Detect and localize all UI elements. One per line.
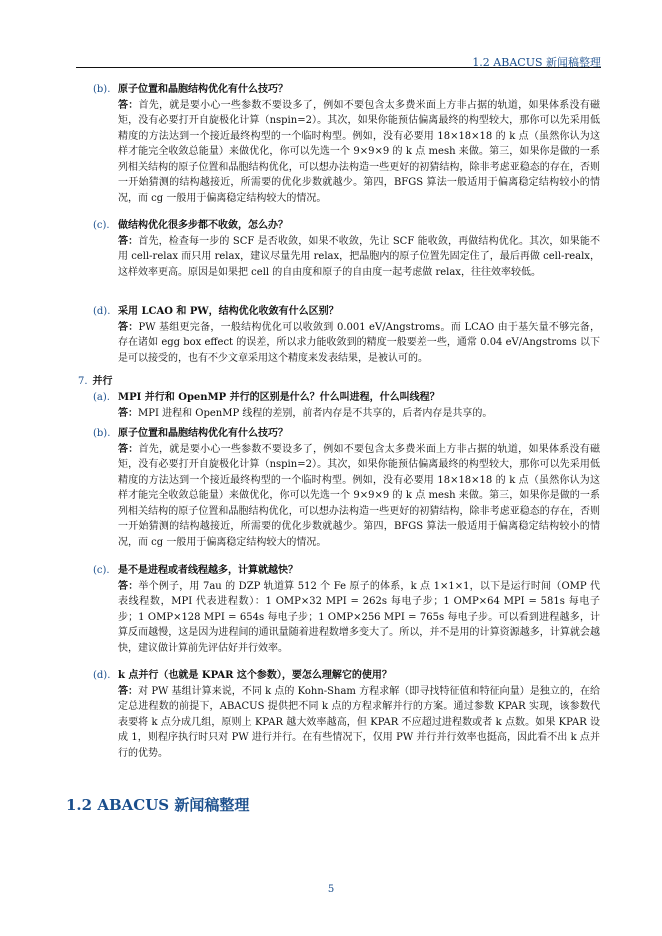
answer-lead: 答： (118, 321, 139, 333)
answer-lead: 答： (118, 443, 139, 455)
answer-body: 举个例子，用 7au 的 DZP 轨道算 512 个 Fe 原子的体系，k 点 1×1×1，以下是运行时间（OMP 代表线程数，MPI 代表进程数）：1 OMP×32 MPI = 262s 每电子步；1 OMP×64 MPI = 581s 每电子步；1 OMP×128 MPI = 654s 每电子步；1 OMP×256 MPI = 765s 每电子步。可以看到进程越多，计算反而越慢，这是因为进程间的通讯量随着进程数增多变大了。所以，并不是用的计算资源越多，计算就会越快，建议做计算前先评估好并行效率。 (118, 580, 600, 654)
section-heading: 1.2 ABACUS 新闻稿整理 (66, 796, 250, 814)
item-label: (d). (93, 306, 111, 317)
item-label: (c). (93, 220, 110, 231)
answer-body: 首先，检查每一步的 SCF 是否收敛，如果不收敛，先让 SCF 能收敛，再做结构优化。其次，如果能不用 cell-relax 而只用 relax，建议尽量先用 relax，把晶胞内的原子位置先固定住了，最后再做 cell-realx，这样效率更高。原因是如果把 cell 的自由度和原子的自由度一起考虑做 relax，往往效率较低。 (118, 235, 600, 278)
running-header (76, 51, 601, 68)
qa-item (118, 390, 600, 421)
item-label: (a). (93, 392, 110, 403)
question-title: 是不是进程或者线程越多，计算就越快？ (118, 565, 298, 576)
answer-lead: 答： (118, 685, 139, 697)
answer-lead: 答： (118, 407, 138, 419)
answer-text (118, 442, 600, 551)
answer-text (118, 98, 600, 207)
qa-item (118, 218, 600, 280)
answer-text (118, 684, 600, 762)
answer-body: 首先，就是要小心一些参数不要设多了，例如不要包含太多费米面上方非占据的轨道，如果体系没有磁矩，没有必要打开自旋极化计算（nspin=2）。其次，如果你能预估偏离最终的构型较大，那你可以先采用低精度的方法达到一个接近最终构型的一个临时构型。例如，没有必要用 18×18×18 的 k 点（虽然你认为这样才能完全收敛总能量）来做优化，你可以先选一个 9×9×9 的 k 点 mesh 来做。第三，如果你是做的一系列相关结构的原子位置和晶胞结构优化，可以想办法构造一些更好的初猜结构，除非考虑亚稳态的存在，否则一开始猜测的结构越接近，所需要的优化步数就越少。第四，BFGS 算法一般适用于偏离稳定结构较小的情况，而 cg 一般用于偏离稳定结构较大的情况。 (118, 99, 601, 204)
answer-body: PW 基组更完备，一般结构优化可以收敛到 0.001 eV/Angstroms。而 LCAO 由于基矢量不够完备，存在诸如 egg box effect 的误差，所以求力能收敛到的精度一般要差一些，通常 0.04 eV/Angstroms 以下是可以接受的，也有不少文章采用这个精度来发表结果，是被认可的。 (118, 321, 600, 364)
question-title: 做结构优化很多步都不收敛，怎么办？ (118, 220, 288, 231)
item-label: (b). (93, 428, 111, 439)
answer-body: MPI 进程和 OpenMP 线程的差别，前者内存是不共享的，后者内存是共享的。 (138, 407, 493, 419)
qa-item (118, 304, 600, 366)
section-7-heading (78, 374, 113, 390)
question-title: 原子位置和晶胞结构优化有什么技巧？ (118, 428, 288, 439)
section-number: 7. (78, 376, 88, 387)
qa-item (118, 563, 600, 656)
qa-item (118, 426, 600, 550)
question-title: k 点并行（也就是 KPAR 这个参数），要怎么理解它的使用？ (118, 670, 392, 681)
item-label: (c). (93, 565, 110, 576)
section-title: 并行 (92, 376, 113, 387)
question-title: MPI 并行和 OpenMP 并行的区别是什么？什么叫进程，什么叫线程？ (118, 392, 440, 403)
page-number: 5 (327, 884, 335, 895)
answer-lead: 答： (118, 99, 139, 111)
answer-lead: 答： (118, 580, 139, 592)
answer-text (118, 579, 600, 657)
question-title: 原子位置和晶胞结构优化有什么技巧？ (118, 84, 288, 95)
answer-text (118, 320, 600, 367)
answer-body: 首先，就是要小心一些参数不要设多了，例如不要包含太多费米面上方非占据的轨道，如果体系没有磁矩，没有必要打开自旋极化计算（nspin=2）。其次，如果你能预估偏离最终的构型较大，那你可以先采用低精度的方法达到一个接近最终构型的一个临时构型。例如，没有必要用 18×18×18 的 k 点（虽然你认为这样才能完全收敛总能量）来做优化，你可以先选一个 9×9×9 的 k 点 mesh 来做。第三，如果你是做的一系列相关结构的原子位置和晶胞结构优化，可以想办法构造一些更好的初猜结构，除非考虑亚稳态的存在，否则一开始猜测的结构越接近，所需要的优化步数就越少。第四，BFGS 算法一般适用于偏离稳定结构较小的情况，而 cg 一般用于偏离稳定结构较大的情况。 (118, 443, 601, 548)
question-title: 采用 LCAO 和 PW，结构优化收敛有什么区别？ (118, 306, 339, 317)
answer-lead: 答： (118, 235, 139, 247)
running-title: 1.2 ABACUS 新闻稿整理 (472, 56, 601, 69)
answer-text (118, 406, 600, 422)
answer-body: 对 PW 基组计算来说，不同 k 点的 Kohn-Sham 方程求解（即寻找特征值和特征向量）是独立的，在给定总进程数的前提下，ABACUS 提供把不同 k 点的方程求解并行的方案。通过参数 KPAR 实现，该参数代表要将 k 点分成几组，原则上 KPAR 越大效率越高，但 KPAR 不应超过进程数或者 k 点数。如果 KPAR 设成 1，则程序执行时只对 PW 进行并行。在有些情况下，仅用 PW 并行并行效率也挺高，因此看不出 k 点并行的优势。 (118, 685, 600, 759)
item-label: (d). (93, 670, 111, 681)
qa-item (118, 668, 600, 761)
qa-item (118, 82, 600, 206)
item-label: (b). (93, 84, 111, 95)
answer-text (118, 234, 600, 281)
